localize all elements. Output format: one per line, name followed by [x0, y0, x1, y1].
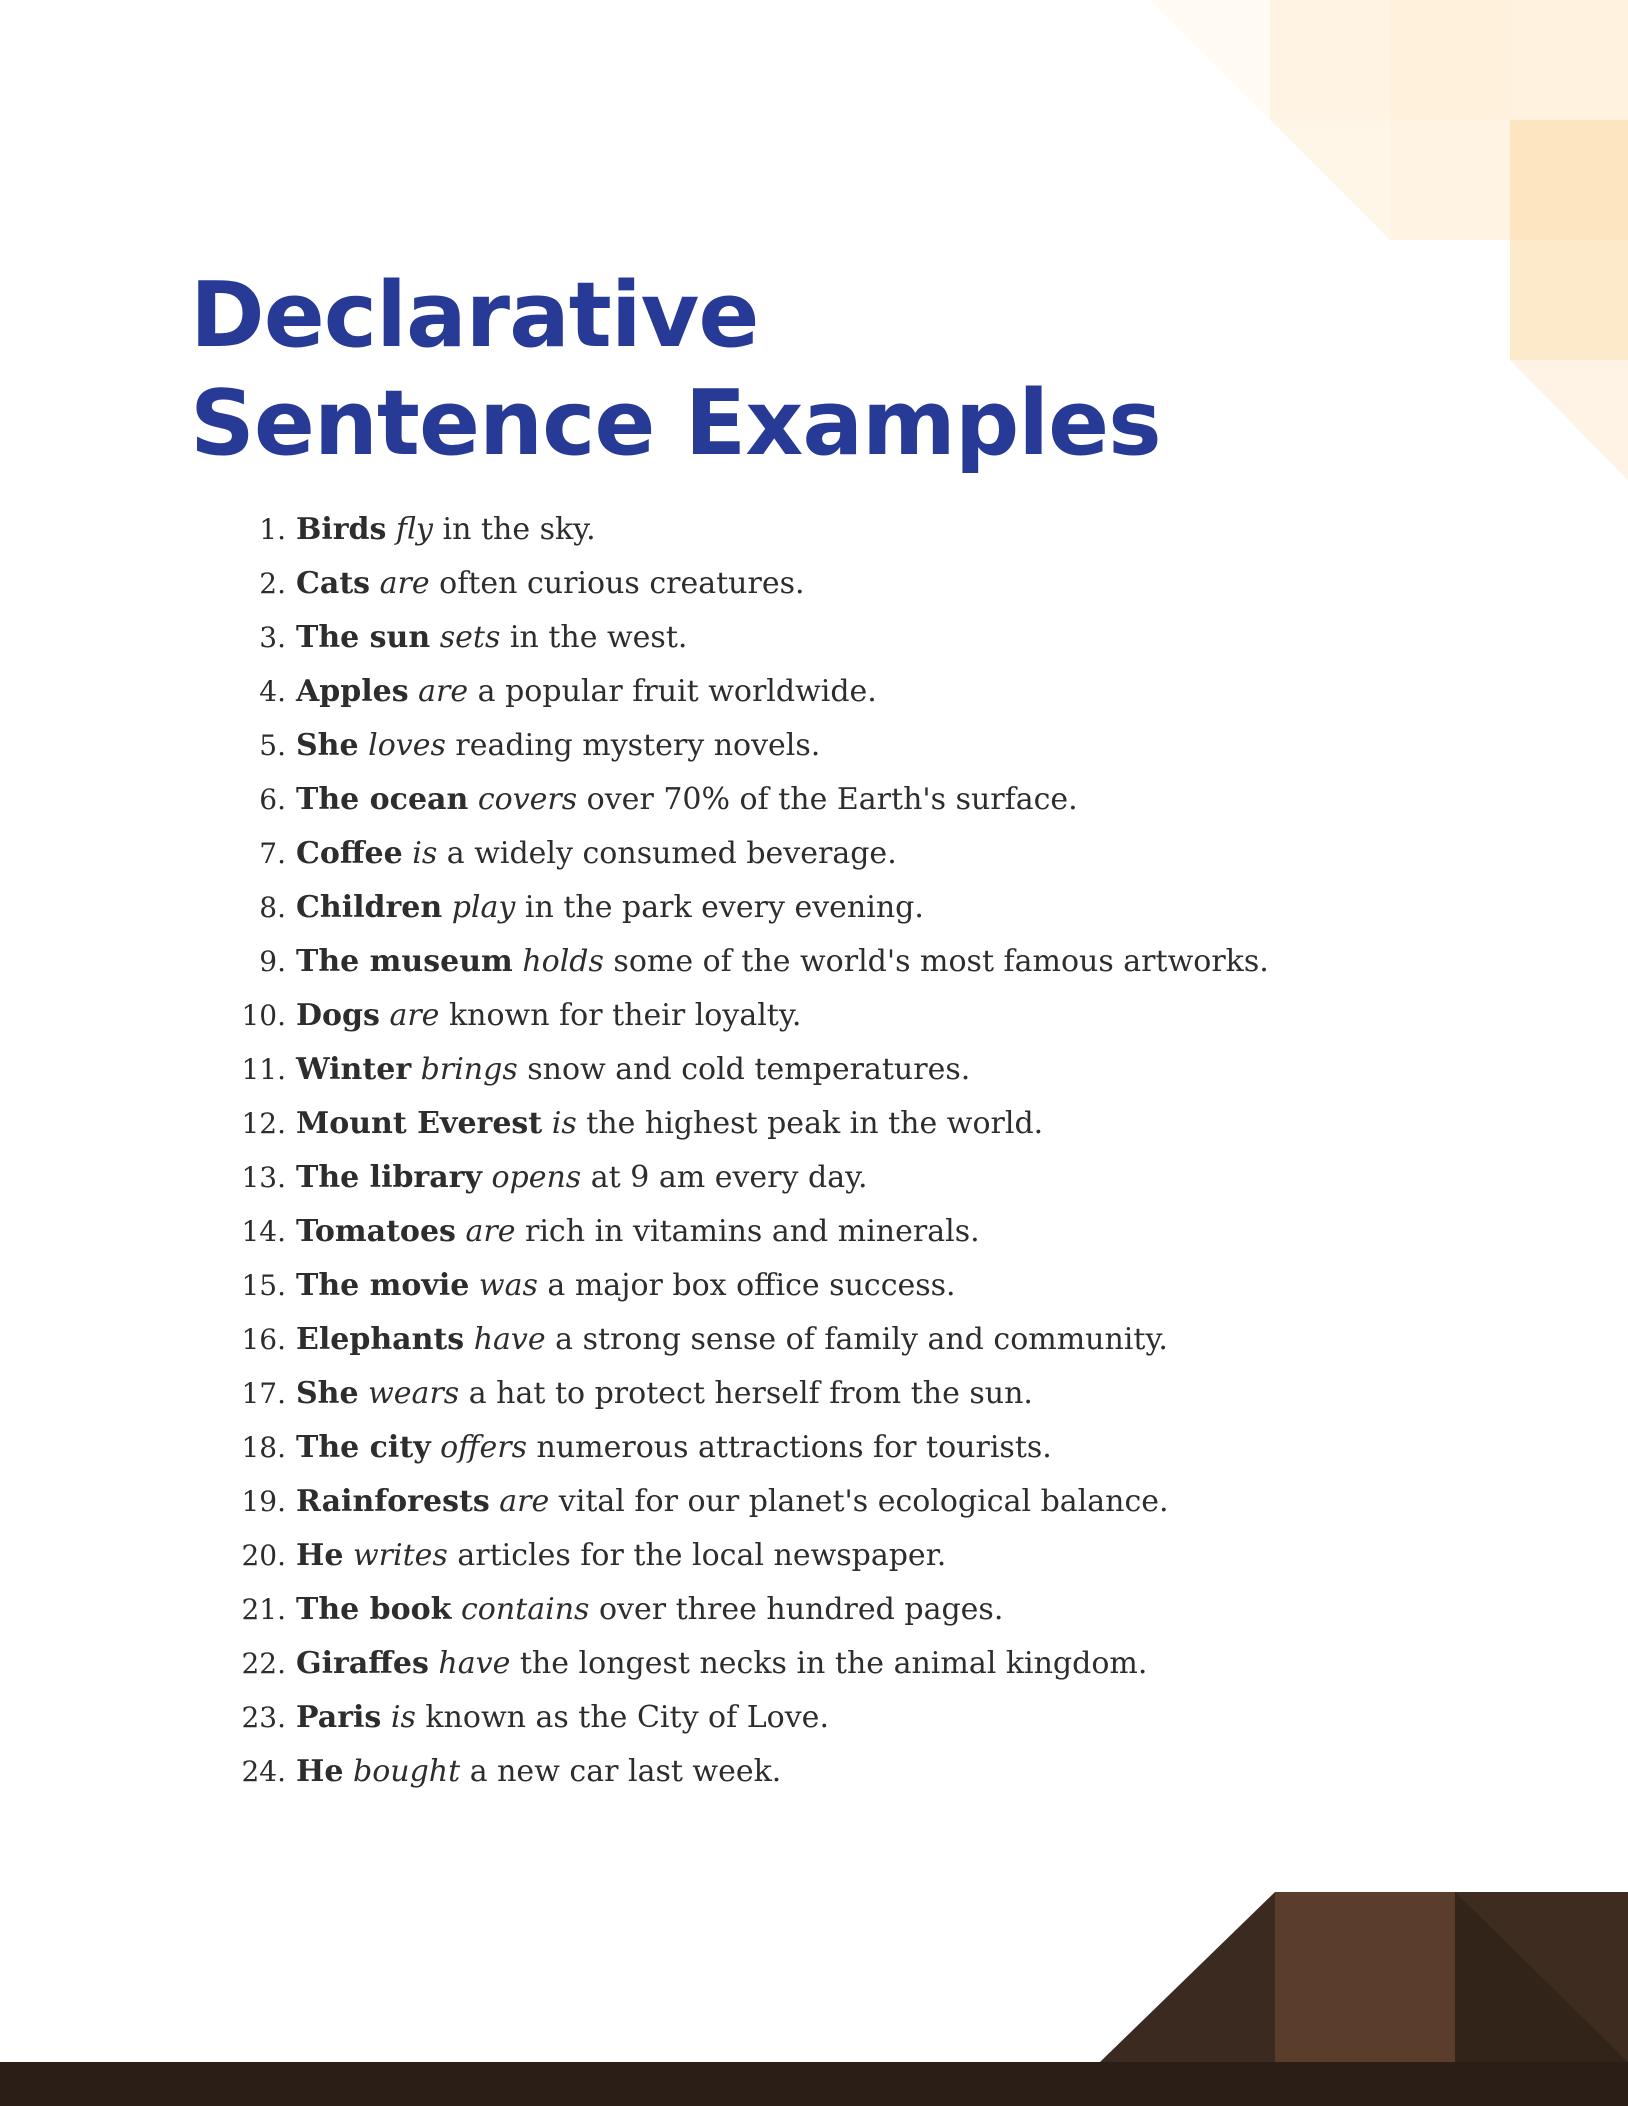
list-item — [230, 1421, 1269, 1475]
list-item — [230, 611, 1269, 665]
item-predicate: a major box office success. — [537, 1268, 956, 1303]
item-predicate: some of the world's most famous artworks. — [603, 944, 1269, 979]
list-item — [230, 1583, 1269, 1637]
item-number: 12. — [241, 1107, 286, 1140]
item-predicate: the longest necks in the animal kingdom. — [510, 1646, 1148, 1681]
item-verb: are — [499, 1484, 550, 1519]
list-item — [230, 1151, 1269, 1205]
list-item — [230, 881, 1269, 935]
item-verb: play — [451, 890, 516, 925]
item-subject: Elephants — [296, 1322, 465, 1357]
item-predicate: often curious creatures. — [429, 566, 805, 601]
item-number: 9. — [259, 945, 286, 978]
item-verb: writes — [352, 1538, 448, 1573]
list-item — [230, 665, 1269, 719]
item-predicate: at 9 am every day. — [581, 1160, 868, 1195]
item-predicate: the highest peak in the world. — [576, 1106, 1044, 1141]
item-verb: are — [465, 1214, 516, 1249]
page-title — [190, 262, 1161, 478]
item-predicate: over 70% of the Earth's surface. — [577, 782, 1078, 817]
item-predicate: a widely consumed beverage. — [437, 836, 897, 871]
item-number: 8. — [259, 891, 286, 924]
item-predicate: rich in vitamins and minerals. — [515, 1214, 980, 1249]
list-item — [230, 935, 1269, 989]
list-item — [230, 1205, 1269, 1259]
item-predicate: known for their loyalty. — [439, 998, 802, 1033]
list-item — [230, 557, 1269, 611]
item-number: 5. — [259, 729, 286, 762]
item-verb: contains — [461, 1592, 590, 1627]
item-subject: Birds — [296, 512, 387, 547]
list-item — [230, 1043, 1269, 1097]
item-verb: is — [412, 836, 438, 871]
list-item — [230, 1637, 1269, 1691]
item-predicate: known as the City of Love. — [415, 1700, 829, 1735]
item-verb: fly — [395, 512, 433, 547]
item-subject: Children — [296, 890, 443, 925]
item-verb: brings — [420, 1052, 518, 1087]
item-subject: Paris — [296, 1700, 382, 1735]
item-verb: are — [418, 674, 469, 709]
item-number: 1. — [259, 513, 286, 546]
item-subject: Coffee — [296, 836, 403, 871]
item-verb: are — [389, 998, 440, 1033]
item-number: 23. — [241, 1701, 286, 1734]
item-number: 10. — [241, 999, 286, 1032]
item-predicate: reading mystery novels. — [445, 728, 821, 763]
item-verb: covers — [477, 782, 578, 817]
item-predicate: over three hundred pages. — [589, 1592, 1004, 1627]
item-number: 22. — [241, 1647, 286, 1680]
list-item — [230, 503, 1269, 557]
list-item — [230, 1529, 1269, 1583]
item-verb: loves — [368, 728, 446, 763]
list-item — [230, 1475, 1269, 1529]
list-item — [230, 1367, 1269, 1421]
item-verb: bought — [352, 1754, 461, 1789]
item-number: 15. — [241, 1269, 286, 1302]
item-predicate: a strong sense of family and community. — [545, 1322, 1168, 1357]
item-subject: Cats — [296, 566, 371, 601]
item-number: 7. — [259, 837, 286, 870]
item-subject: She — [296, 1376, 359, 1411]
list-item — [230, 773, 1269, 827]
list-item — [230, 1313, 1269, 1367]
item-predicate: snow and cold temperatures. — [517, 1052, 971, 1087]
item-predicate: a new car last week. — [460, 1754, 782, 1789]
item-verb: offers — [440, 1430, 527, 1465]
item-number: 3. — [259, 621, 286, 654]
item-subject: She — [296, 728, 359, 763]
item-verb: sets — [439, 620, 501, 655]
list-item — [230, 719, 1269, 773]
bottom-corner-decoration — [0, 1880, 1628, 2106]
item-number: 17. — [241, 1377, 286, 1410]
item-number: 2. — [259, 567, 286, 600]
list-item — [230, 827, 1269, 881]
item-subject: Rainforests — [296, 1484, 490, 1519]
item-verb: wears — [368, 1376, 460, 1411]
item-number: 11. — [241, 1053, 286, 1086]
item-verb: have — [473, 1322, 546, 1357]
item-subject: The ocean — [296, 782, 469, 817]
item-subject: The sun — [296, 620, 431, 655]
item-subject: Giraffes — [296, 1646, 429, 1681]
item-predicate: articles for the local newspaper. — [447, 1538, 947, 1573]
item-number: 21. — [241, 1593, 286, 1626]
item-number: 13. — [241, 1161, 286, 1194]
item-number: 14. — [241, 1215, 286, 1248]
item-predicate: in the park every evening. — [515, 890, 924, 925]
item-subject: Mount Everest — [296, 1106, 543, 1141]
title-line-1: Declarative — [190, 263, 759, 368]
item-predicate: in the west. — [500, 620, 688, 655]
item-number: 24. — [241, 1755, 286, 1788]
item-number: 20. — [241, 1539, 286, 1572]
item-subject: The movie — [296, 1268, 470, 1303]
item-predicate: numerous attractions for tourists. — [526, 1430, 1052, 1465]
list-item — [230, 1745, 1269, 1799]
item-predicate: a popular fruit worldwide. — [468, 674, 877, 709]
item-verb: have — [438, 1646, 511, 1681]
item-subject: Tomatoes — [296, 1214, 456, 1249]
item-subject: He — [296, 1538, 344, 1573]
item-predicate: vital for our planet's ecological balance. — [549, 1484, 1169, 1519]
item-verb: holds — [522, 944, 604, 979]
item-number: 16. — [241, 1323, 286, 1356]
list-item — [230, 1691, 1269, 1745]
item-subject: The library — [296, 1160, 482, 1195]
item-verb: is — [390, 1700, 416, 1735]
item-subject: The city — [296, 1430, 431, 1465]
title-line-2: Sentence Examples — [190, 371, 1161, 476]
item-number: 19. — [241, 1485, 286, 1518]
item-subject: Dogs — [296, 998, 380, 1033]
item-verb: is — [551, 1106, 577, 1141]
examples-list — [230, 503, 1269, 1799]
item-verb: was — [478, 1268, 538, 1303]
item-subject: The book — [296, 1592, 452, 1627]
item-predicate: in the sky. — [432, 512, 596, 547]
item-subject: Winter — [296, 1052, 412, 1087]
item-predicate: a hat to protect herself from the sun. — [459, 1376, 1033, 1411]
item-verb: are — [379, 566, 430, 601]
item-number: 4. — [259, 675, 286, 708]
list-item — [230, 1259, 1269, 1313]
item-subject: He — [296, 1754, 344, 1789]
list-item — [230, 989, 1269, 1043]
item-subject: Apples — [296, 674, 409, 709]
list-item — [230, 1097, 1269, 1151]
item-subject: The museum — [296, 944, 513, 979]
item-verb: opens — [491, 1160, 582, 1195]
item-number: 18. — [241, 1431, 286, 1464]
item-number: 6. — [259, 783, 286, 816]
